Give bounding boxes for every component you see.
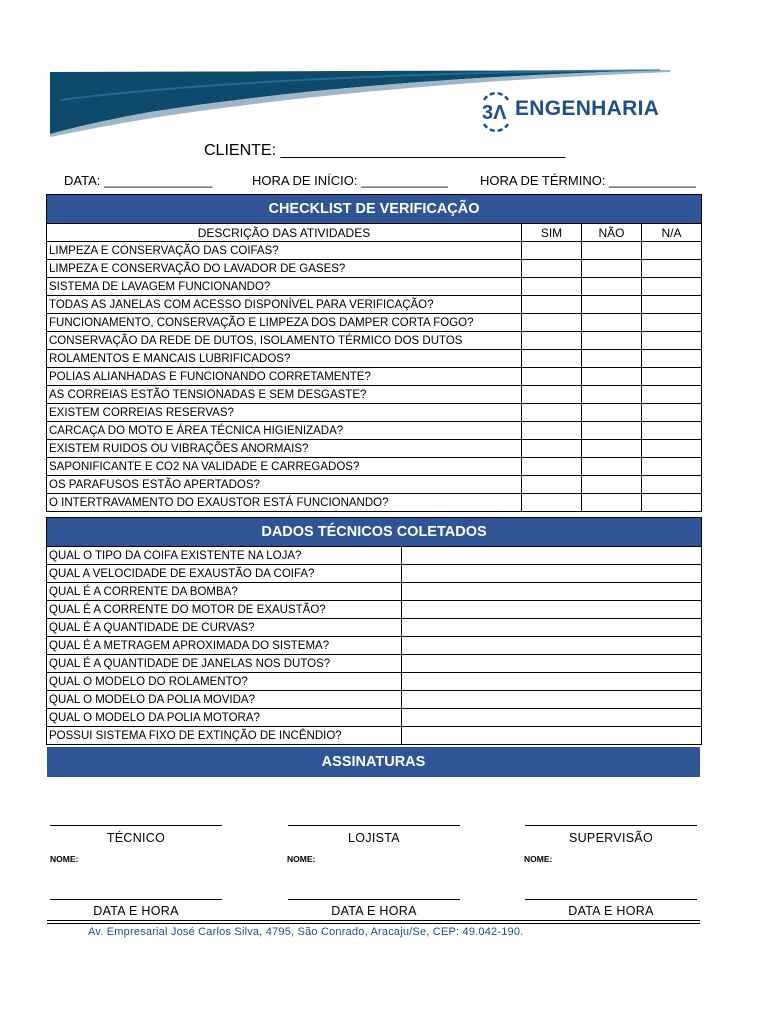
cliente-field[interactable]: CLIENTE: ________________________________ — [204, 142, 566, 159]
dados-question: QUAL O MODELO DA POLIA MOTORA? — [47, 709, 402, 727]
checklist-item: LIMPEZA E CONSERVAÇÃO DO LAVADOR DE GASES? — [47, 260, 522, 278]
checkbox-nao[interactable] — [582, 332, 642, 350]
checkbox-nao[interactable] — [582, 296, 642, 314]
checkbox-sim[interactable] — [522, 458, 582, 476]
dados-row — [47, 583, 702, 601]
checkbox-nao[interactable] — [582, 260, 642, 278]
checkbox-na[interactable] — [642, 404, 702, 422]
checkbox-nao[interactable] — [582, 314, 642, 332]
checklist-row — [47, 476, 702, 494]
checklist-row — [47, 314, 702, 332]
dados-row — [47, 547, 702, 565]
date-line-supervisao[interactable] — [525, 899, 697, 900]
signature-lojista[interactable] — [288, 825, 460, 845]
checkbox-na[interactable] — [642, 368, 702, 386]
checkbox-na[interactable] — [642, 260, 702, 278]
checklist-row — [47, 386, 702, 404]
checklist-item: OS PARAFUSOS ESTÃO APERTADOS? — [47, 476, 522, 494]
checklist-row — [47, 242, 702, 260]
checkbox-nao[interactable] — [582, 368, 642, 386]
checklist-row — [47, 296, 702, 314]
data-field[interactable]: DATA: _______________ — [64, 173, 213, 188]
checkbox-na[interactable] — [642, 458, 702, 476]
checkbox-na[interactable] — [642, 278, 702, 296]
checklist-row — [47, 494, 702, 512]
checklist-item: AS CORREIAS ESTÃO TENSIONADAS E SEM DESGASTE? — [47, 386, 522, 404]
checkbox-nao[interactable] — [582, 458, 642, 476]
footer-address: Av. Empresarial José Carlos Silva, 4795, São Conrado, Aracaju/Se, CEP: 49.042-190. — [88, 926, 524, 938]
dados-answer-field[interactable] — [402, 547, 702, 565]
dados-answer-field[interactable] — [402, 727, 702, 745]
checklist-row — [47, 458, 702, 476]
col-nao: NÃO — [582, 224, 642, 242]
checkbox-na[interactable] — [642, 440, 702, 458]
checkbox-nao[interactable] — [582, 476, 642, 494]
checklist-item: CARCAÇA DO MOTO E ÁREA TÉCNICA HIGIENIZADA? — [47, 422, 522, 440]
checklist-title: CHECKLIST DE VERIFICAÇÃO — [47, 195, 702, 224]
checkbox-nao[interactable] — [582, 278, 642, 296]
checklist-item: CONSERVAÇÃO DA REDE DE DUTOS, ISOLAMENTO TÉRMICO DOS DUTOS — [47, 332, 522, 350]
dados-answer-field[interactable] — [402, 691, 702, 709]
dados-row — [47, 691, 702, 709]
checkbox-nao[interactable] — [582, 440, 642, 458]
dados-answer-field[interactable] — [402, 601, 702, 619]
checklist-row — [47, 422, 702, 440]
assinaturas-title: ASSINATURAS — [47, 747, 700, 777]
dados-row — [47, 673, 702, 691]
dados-title: DADOS TÉCNICOS COLETADOS — [47, 518, 702, 547]
checklist-row — [47, 260, 702, 278]
logo-text: ENGENHARIA — [515, 97, 660, 120]
footer-rule — [47, 920, 700, 921]
checklist-item: O INTERTRAVAMENTO DO EXAUSTOR ESTÁ FUNCIONANDO? — [47, 494, 522, 512]
checklist-item: ROLAMENTOS E MANCAIS LUBRIFICADOS? — [47, 350, 522, 368]
dados-question: QUAL O MODELO DO ROLAMENTO? — [47, 673, 402, 691]
checklist-row — [47, 332, 702, 350]
dados-question: POSSUI SISTEMA FIXO DE EXTINÇÃO DE INCÊNDIO? — [47, 727, 402, 745]
logo-mark-icon — [478, 92, 514, 132]
signature-line — [525, 825, 697, 826]
checkbox-sim[interactable] — [522, 494, 582, 512]
date-line-tecnico[interactable] — [50, 899, 222, 900]
checkbox-sim[interactable] — [522, 440, 582, 458]
logo-mark: 3Λ — [482, 102, 507, 124]
checklist-header-row — [47, 224, 702, 242]
checkbox-na[interactable] — [642, 242, 702, 260]
checklist-table — [46, 194, 702, 512]
dados-question: QUAL A VELOCIDADE DE EXAUSTÃO DA COIFA? — [47, 565, 402, 583]
signature-label-lojista: LOJISTA — [348, 831, 400, 845]
dados-row — [47, 727, 702, 745]
checkbox-nao[interactable] — [582, 350, 642, 368]
dados-answer-field[interactable] — [402, 637, 702, 655]
checklist-item: TODAS AS JANELAS COM ACESSO DISPONÍVEL PARA VERIFICAÇÃO? — [47, 296, 522, 314]
dados-question: QUAL É A CORRENTE DA BOMBA? — [47, 583, 402, 601]
checkbox-nao[interactable] — [582, 404, 642, 422]
dados-row — [47, 619, 702, 637]
checklist-row — [47, 440, 702, 458]
checklist-item: POLIAS ALIANHADAS E FUNCIONANDO CORRETAMENTE? — [47, 368, 522, 386]
checkbox-sim[interactable] — [522, 368, 582, 386]
checkbox-na[interactable] — [642, 422, 702, 440]
checklist-item: EXISTEM RUIDOS OU VIBRAÇÕES ANORMAIS? — [47, 440, 522, 458]
checklist-item: LIMPEZA E CONSERVAÇÃO DAS COIFAS? — [47, 242, 522, 260]
checklist-row — [47, 350, 702, 368]
checkbox-nao[interactable] — [582, 386, 642, 404]
checklist-item: FUNCIONAMENTO, CONSERVAÇÃO E LIMPEZA DOS DAMPER CORTA FOGO? — [47, 314, 522, 332]
dados-row — [47, 565, 702, 583]
dados-row — [47, 637, 702, 655]
col-na: N/A — [642, 224, 702, 242]
dados-answer-field[interactable] — [402, 583, 702, 601]
checkbox-sim[interactable] — [522, 242, 582, 260]
checkbox-sim[interactable] — [522, 278, 582, 296]
checklist-row — [47, 404, 702, 422]
checkbox-na[interactable] — [642, 494, 702, 512]
nome-label-lojista: NOME: — [287, 854, 316, 864]
signature-label-tecnico: TÉCNICO — [106, 831, 166, 845]
checkbox-sim[interactable] — [522, 350, 582, 368]
dados-answer-field[interactable] — [402, 709, 702, 727]
checkbox-nao[interactable] — [582, 494, 642, 512]
checklist-row — [47, 278, 702, 296]
dados-answer-field[interactable] — [402, 565, 702, 583]
footer-rule — [47, 923, 700, 924]
checkbox-na[interactable] — [642, 296, 702, 314]
signature-supervisao[interactable] — [525, 825, 697, 845]
dados-question: QUAL É A METRAGEM APROXIMADA DO SISTEMA? — [47, 637, 402, 655]
checkbox-sim[interactable] — [522, 314, 582, 332]
signature-line — [288, 825, 460, 826]
date-label-supervisao: DATA E HORA — [568, 904, 654, 918]
dados-question: QUAL É A QUANTIDADE DE JANELAS NOS DUTOS? — [47, 655, 402, 673]
checkbox-sim[interactable] — [522, 422, 582, 440]
dados-answer-field[interactable] — [402, 673, 702, 691]
checkbox-sim[interactable] — [522, 260, 582, 278]
nome-label-tecnico: NOME: — [50, 854, 79, 864]
checkbox-nao[interactable] — [582, 422, 642, 440]
checkbox-sim[interactable] — [522, 332, 582, 350]
date-line-lojista[interactable] — [288, 899, 460, 900]
date-label-tecnico: DATA E HORA — [93, 904, 179, 918]
dados-question: QUAL O MODELO DA POLIA MOVIDA? — [47, 691, 402, 709]
checkbox-na[interactable] — [642, 350, 702, 368]
hora-termino-field[interactable]: HORA DE TÉRMINO: ____________ — [480, 173, 696, 188]
signature-tecnico[interactable] — [50, 825, 222, 845]
checkbox-na[interactable] — [642, 314, 702, 332]
date-label-lojista: DATA E HORA — [331, 904, 417, 918]
checklist-item: SISTEMA DE LAVAGEM FUNCIONANDO? — [47, 278, 522, 296]
checkbox-sim[interactable] — [522, 386, 582, 404]
dados-question: QUAL O TIPO DA COIFA EXISTENTE NA LOJA? — [47, 547, 402, 565]
hora-inicio-field[interactable]: HORA DE INÍCIO: ____________ — [252, 173, 448, 188]
checkbox-sim[interactable] — [522, 404, 582, 422]
dados-question: QUAL É A CORRENTE DO MOTOR DE EXAUSTÃO? — [47, 601, 402, 619]
checklist-item: EXISTEM CORREIAS RESERVAS? — [47, 404, 522, 422]
signature-label-supervisao: SUPERVISÃO — [568, 831, 654, 845]
col-sim: SIM — [522, 224, 582, 242]
dados-row — [47, 709, 702, 727]
checkbox-na[interactable] — [642, 386, 702, 404]
signature-line — [50, 825, 222, 826]
checkbox-na[interactable] — [642, 332, 702, 350]
col-descricao: DESCRIÇÃO DAS ATIVIDADES — [47, 224, 522, 242]
checklist-row — [47, 368, 702, 386]
dados-tecnicos-table — [46, 517, 702, 745]
dados-answer-field[interactable] — [402, 619, 702, 637]
checkbox-na[interactable] — [642, 476, 702, 494]
checkbox-nao[interactable] — [582, 242, 642, 260]
dados-row — [47, 601, 702, 619]
dados-question: QUAL É A QUANTIDADE DE CURVAS? — [47, 619, 402, 637]
dados-answer-field[interactable] — [402, 655, 702, 673]
dados-row — [47, 655, 702, 673]
checklist-item: SAPONIFICANTE E CO2 NA VALIDADE E CARREGADOS? — [47, 458, 522, 476]
nome-label-supervisao: NOME: — [524, 854, 553, 864]
checkbox-sim[interactable] — [522, 476, 582, 494]
checkbox-sim[interactable] — [522, 296, 582, 314]
